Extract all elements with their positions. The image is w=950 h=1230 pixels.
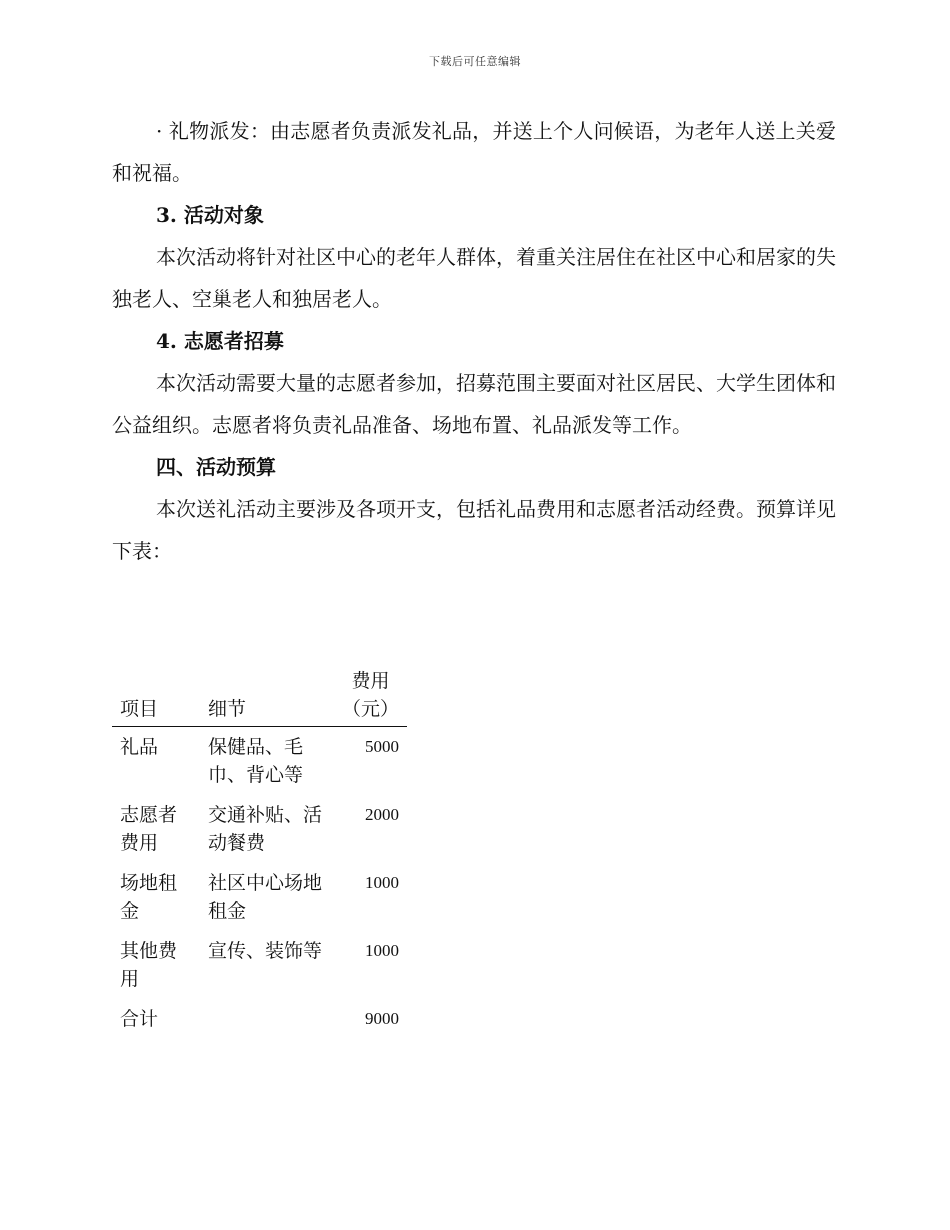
row-item: 场地租金	[120, 872, 178, 922]
table-row	[112, 863, 407, 931]
gift-distribution-paragraph: · 礼物派发：由志愿者负责派发礼品，并送上个人问候语，为老年人送上关爱和祝福。	[112, 119, 836, 185]
row-cost: 1000	[365, 873, 399, 892]
budget-heading: 四、活动预算	[156, 455, 276, 479]
section-3-paragraph: 本次活动将针对社区中心的老年人群体，着重关注居住在社区中心和居家的失独老人、空巢老人和独居老人。	[112, 245, 836, 311]
budget-table	[112, 667, 407, 1039]
row-detail: 宣传、装饰等	[208, 940, 323, 962]
section-4-paragraph: 本次活动需要大量的志愿者参加，招募范围主要面对社区居民、大学生团体和公益组织。志愿者将负责礼品准备、场地布置、礼品派发等工作。	[112, 371, 836, 437]
table-row	[112, 727, 407, 796]
row-cost: 2000	[365, 805, 399, 824]
page-header-note: 下载后可任意编辑	[429, 55, 521, 68]
document-body	[112, 110, 836, 572]
row-item: 其他费用	[120, 940, 178, 990]
table-row	[112, 931, 407, 999]
row-detail: 保健品、毛巾、背心等	[208, 736, 304, 786]
row-cost: 1000	[365, 941, 399, 960]
row-item: 志愿者费用	[120, 804, 178, 854]
header-detail: 细节	[190, 667, 334, 727]
section-4-heading: 4. 志愿者招募	[156, 329, 284, 353]
row-detail: 社区中心场地租金	[208, 872, 323, 922]
row-detail: 交通补贴、活动餐费	[208, 804, 323, 854]
table-row-total	[112, 999, 407, 1039]
header-item: 项目	[112, 667, 190, 727]
table-row	[112, 795, 407, 863]
row-cost: 5000	[365, 737, 399, 756]
total-detail	[190, 999, 334, 1039]
budget-paragraph: 本次送礼活动主要涉及各项开支，包括礼品费用和志愿者活动经费。预算详见下表：	[112, 497, 836, 563]
total-label: 合计	[120, 1008, 159, 1030]
total-cost: 9000	[365, 1009, 399, 1028]
budget-table-header-row	[112, 667, 407, 727]
header-cost: 费用（元）	[334, 667, 407, 727]
section-3-heading: 3. 活动对象	[156, 203, 264, 227]
row-item: 礼品	[120, 736, 159, 758]
